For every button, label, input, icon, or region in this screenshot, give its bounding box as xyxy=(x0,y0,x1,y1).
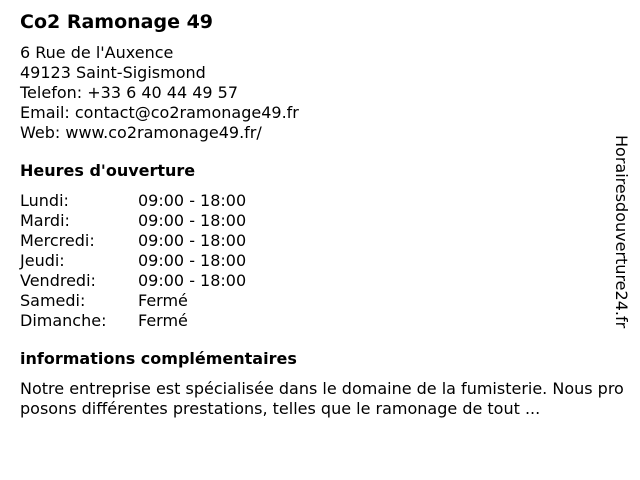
phone-line: Telefon: +33 6 40 44 49 57 xyxy=(20,83,239,102)
time-value: 09:00 - 18:00 xyxy=(138,251,247,270)
day-label: Samedi: xyxy=(20,291,86,310)
time-value: Fermé xyxy=(138,311,188,330)
day-label: Dimanche: xyxy=(20,311,107,330)
time-value: 09:00 - 18:00 xyxy=(138,211,247,230)
web-line: Web: www.co2ramonage49.fr/ xyxy=(20,123,262,142)
hours-title: Heures d'ouverture xyxy=(20,161,196,180)
info-title: informations complémentaires xyxy=(20,349,297,368)
hours-row-friday xyxy=(20,271,612,291)
hours-row-wednesday xyxy=(20,231,612,251)
info-text: Notre entreprise est spécialisée dans le domaine de la fumisterie. Nous proposons différentes prestations, telles que le ramonage de tout ... xyxy=(20,379,624,418)
time-value: 09:00 - 18:00 xyxy=(138,271,247,290)
address-street: 6 Rue de l'Auxence xyxy=(20,43,174,62)
email-line: Email: contact@co2ramonage49.fr xyxy=(20,103,299,122)
site-watermark: Horairesdouverture24.fr xyxy=(612,135,631,329)
day-label: Mercredi: xyxy=(20,231,95,250)
address-city: 49123 Saint-Sigismond xyxy=(20,63,206,82)
time-value: 09:00 - 18:00 xyxy=(138,191,247,210)
day-label: Mardi: xyxy=(20,211,70,230)
hours-table xyxy=(20,191,612,331)
day-label: Vendredi: xyxy=(20,271,96,290)
day-label: Jeudi: xyxy=(20,251,65,270)
hours-row-sunday xyxy=(20,311,612,331)
day-label: Lundi: xyxy=(20,191,69,210)
business-name: Co2 Ramonage 49 xyxy=(20,11,214,33)
hours-row-tuesday xyxy=(20,211,612,231)
time-value: 09:00 - 18:00 xyxy=(138,231,247,250)
hours-row-monday xyxy=(20,191,612,211)
time-value: Fermé xyxy=(138,291,188,310)
hours-row-thursday xyxy=(20,251,612,271)
hours-row-saturday xyxy=(20,291,612,311)
